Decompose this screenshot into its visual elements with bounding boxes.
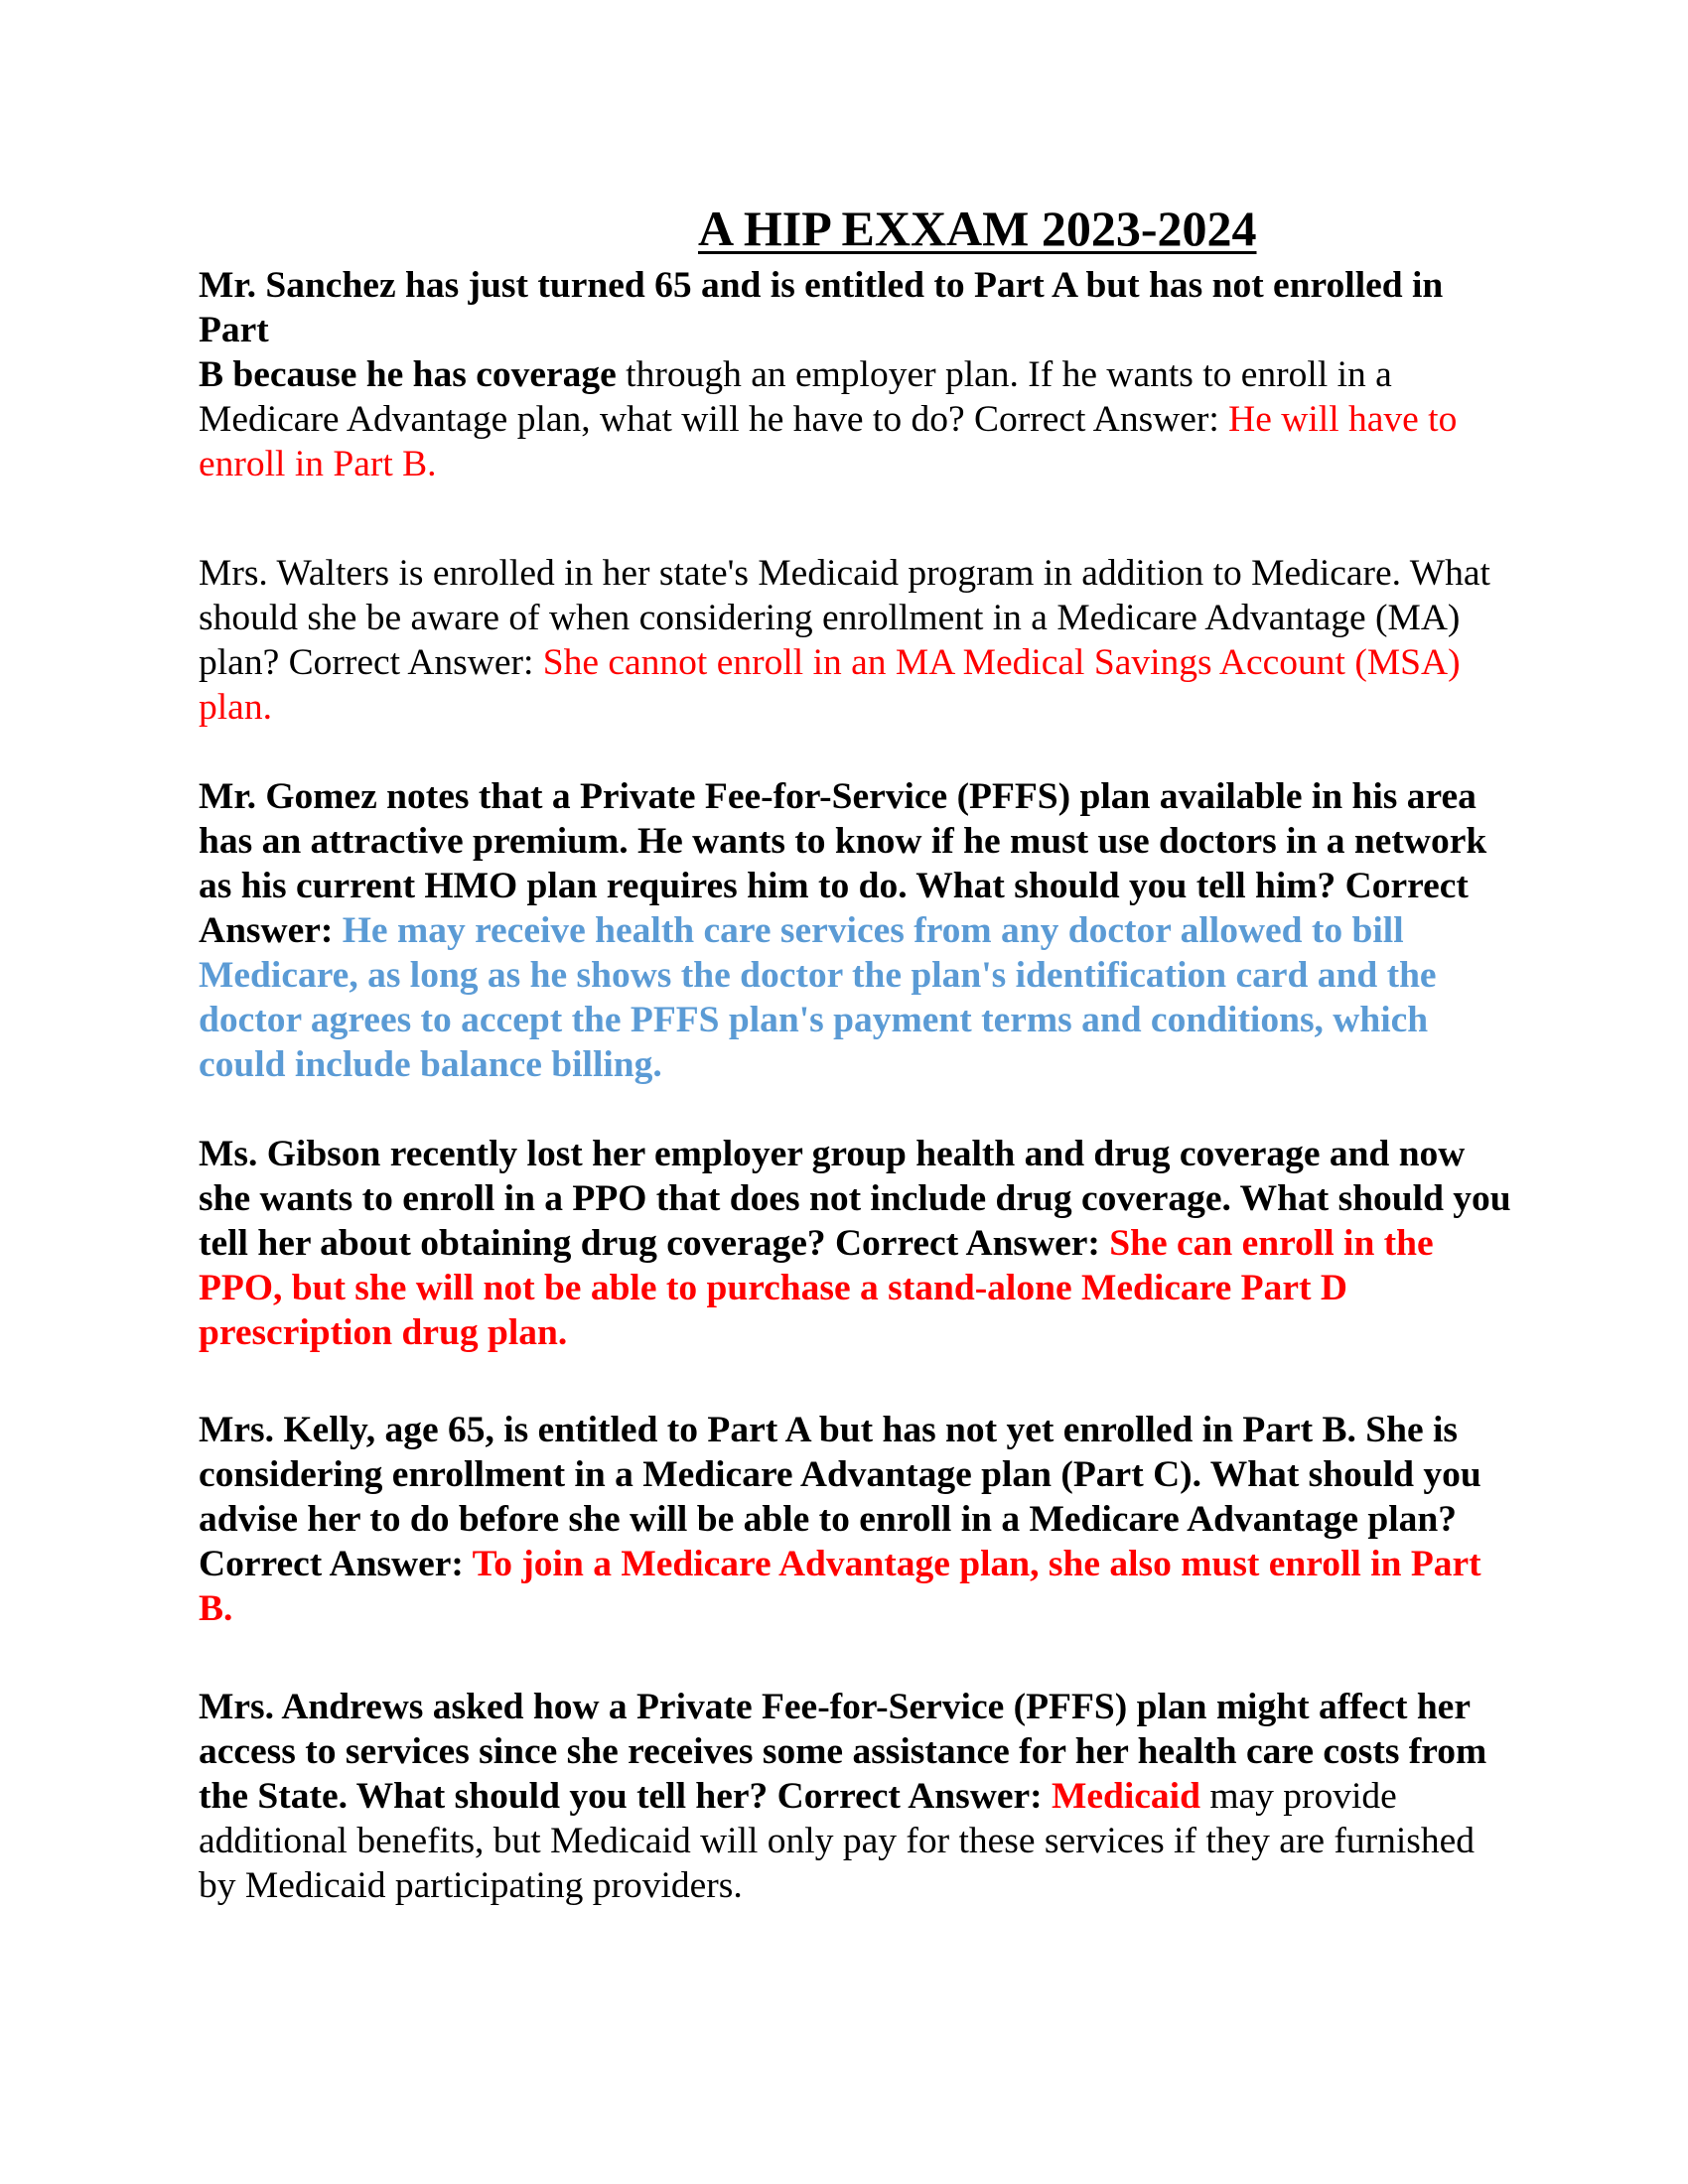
answer-text: She cannot enroll in an MA Medical Savings Account (MSA) plan. [199, 642, 1461, 728]
answer-text-continued: may provide additional benefits, but Medicaid will only pay for these services if they are furnished by Medicaid participating providers. [199, 1776, 1476, 1906]
question-text: Mrs. Walters is enrolled in her state's Medicaid program in addition to Medicare. What should she be aware of when considering enrollment in a Medicare Advantage (MA) plan? Correct Answer: [199, 553, 1490, 683]
question-text: through an employer plan. If he wants to enroll in a Medicare Advantage plan, what will he have to do? Correct Answer: [199, 354, 1392, 440]
answer-text: To join a Medicare Advantage plan, she also must enroll in Part B. [199, 1544, 1481, 1629]
answer-text: Medicaid [1051, 1776, 1200, 1817]
question-text: Mrs. Andrews asked how a Private Fee-for-Service (PFFS) plan might affect her access to services since she receives some assistance for her health care costs from the State. What should you tell her? Correct Answer: [199, 1687, 1487, 1817]
answer-text: She can enroll in the PPO, but she will not be able to purchase a stand-alone Medicare Part D prescription drug plan. [199, 1223, 1434, 1353]
question-text: Ms. Gibson recently lost her employer group health and drug coverage and now she wants to enroll in a PPO that does not include drug coverage. What should you tell her about obtaining drug coverage? Correct Answer: [199, 1134, 1511, 1264]
page-title: A HIP EXXAM 2023-2024 [698, 201, 1257, 256]
qa-item-andrews [199, 1685, 1519, 1908]
qa-item-walters [199, 551, 1519, 730]
qa-item-gibson [199, 1132, 1519, 1355]
answer-text: He will have to enroll in Part B. [199, 399, 1458, 484]
question-text: B because he has coverage [199, 354, 617, 395]
question-text: Mr. Sanchez has just turned 65 and is entitled to Part A but has not enrolled in Part [199, 265, 1444, 350]
question-text: Mrs. Kelly, age 65, is entitled to Part A but has not yet enrolled in Part B. She is considering enrollment in a Medicare Advantage plan (Part C). What should you advise her to do before she will be able to enroll in a Medicare Advantage plan? Correct Answer: [199, 1410, 1481, 1584]
qa-item-kelly [199, 1408, 1519, 1631]
qa-item-sanchez [199, 263, 1519, 486]
qa-item-gomez [199, 774, 1519, 1087]
question-text: Mr. Gomez notes that a Private Fee-for-Service (PFFS) plan available in his area has an attractive premium. He wants to know if he must use doctors in a network as his current HMO plan requires him to do. What should you tell him? Correct Answer: [199, 776, 1487, 951]
answer-text: He may receive health care services from any doctor allowed to bill Medicare, as long as he shows the doctor the plan's identification card and the doctor agrees to accept the PFFS plan's payment terms and conditions, which could include balance billing. [199, 910, 1437, 1085]
